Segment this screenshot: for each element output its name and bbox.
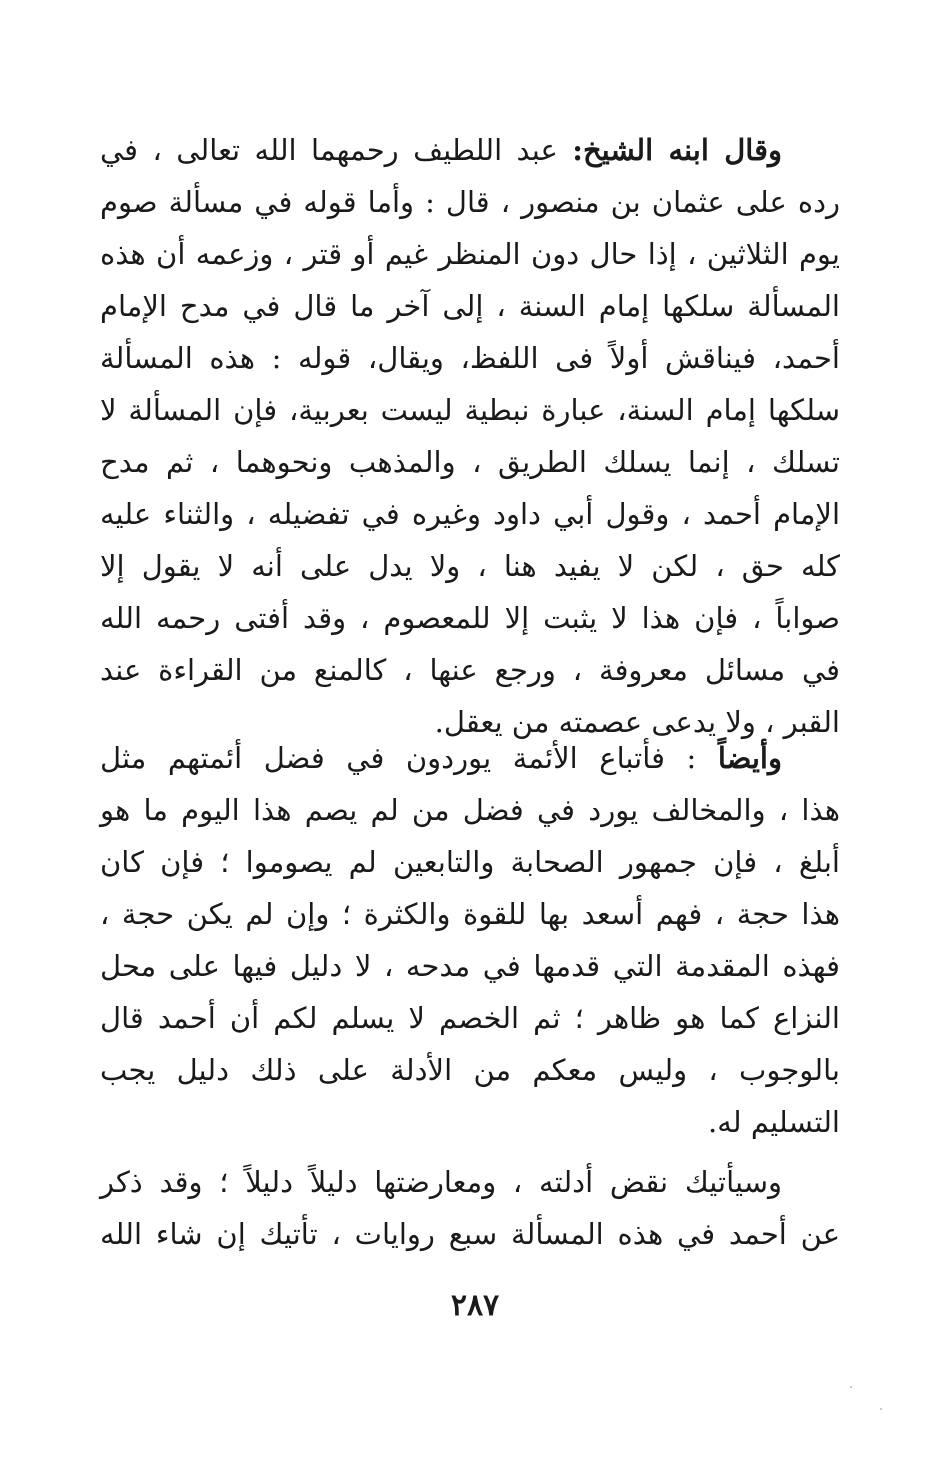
text-line: بالوجوب ، وليس معكم من الأدلة على ذلك دليل يجب (100, 1053, 840, 1087)
text-line: عن أحمد في هذه المسألة سبع روايات ، تأتيك إن شاء الله (100, 1217, 840, 1251)
paragraph-lead: وقال ابنه الشيخ: (572, 133, 782, 167)
text-line: أبلغ ، فإن جمهور الصحابة والتابعين لم يصوموا ؛ فإن كان (100, 845, 840, 879)
paragraph-also (100, 732, 840, 1148)
paragraph-upcoming (100, 1156, 840, 1260)
paragraph-lead: وأيضاً (717, 741, 782, 775)
scan-speck (850, 1386, 852, 1388)
text-line: رده على عثمان بن منصور ، قال : وأما قوله في مسألة صوم (100, 185, 840, 219)
text-line: صواباً ، فإن هذا لا يثبت إلا للمعصوم ، وقد أفتى رحمه الله (100, 601, 840, 635)
text-line: وقال ابنه الشيخ: عبد اللطيف رحمهما الله تعالى ، في (100, 133, 782, 167)
text-line: التسليم له. (708, 1105, 840, 1139)
page-number: ٢٨٧ (450, 1288, 500, 1323)
text-line: تسلك ، إنما يسلك الطريق ، والمذهب ونحوهما ، ثم مدح (100, 445, 840, 479)
text-line: كله حق ، لكن لا يفيد هنا ، ولا يدل على أنه لا يقول إلا (100, 549, 840, 583)
text-line: هذا ، والمخالف يورد في فضل من لم يصم هذا اليوم ما هو (100, 793, 840, 827)
text-line: وسيأتيك نقض أدلته ، ومعارضتها دليلاً دليلاً ؛ وقد ذكر (100, 1165, 783, 1199)
text-line: في مسائل معروفة ، ورجع عنها ، كالمنع من القراءة عند (100, 653, 840, 687)
text-line: النزاع كما هو ظاهر ؛ ثم الخصم لا يسلم لكم أن أحمد قال (100, 1001, 840, 1035)
text-line: المسألة سلكها إمام السنة ، إلى آخر ما قال في مدح الإمام (100, 289, 840, 323)
text-line: الإمام أحمد ، وقول أبي داود وغيره في تفضيله ، والثناء عليه (100, 497, 840, 531)
paragraph-abdullatif-quote (100, 124, 840, 748)
text-line: أحمد، فيناقش أولاً فى اللفظ، ويقال، قوله : هذه المسألة (100, 341, 840, 375)
scan-speck (880, 1408, 882, 1410)
text-line: سلكها إمام السنة، عبارة نبطية ليست بعربية، فإن المسألة لا (100, 393, 840, 427)
text-line: فهذه المقدمة التي قدمها في مدحه ، لا دليل فيها على محل (100, 949, 840, 983)
text-line: وأيضاً : فأتباع الأئمة يوردون في فضل أئمتهم مثل (100, 741, 782, 775)
text-line: يوم الثلاثين ، إذا حال دون المنظر غيم أو قتر ، وزعمه أن هذه (100, 237, 840, 271)
text-line: هذا حجة ، فهم أسعد بها للقوة والكثرة ؛ وإن لم يكن حجة ، (100, 897, 840, 931)
text-line: القبر ، ولا يدعى عصمته من يعقل. (434, 705, 840, 739)
